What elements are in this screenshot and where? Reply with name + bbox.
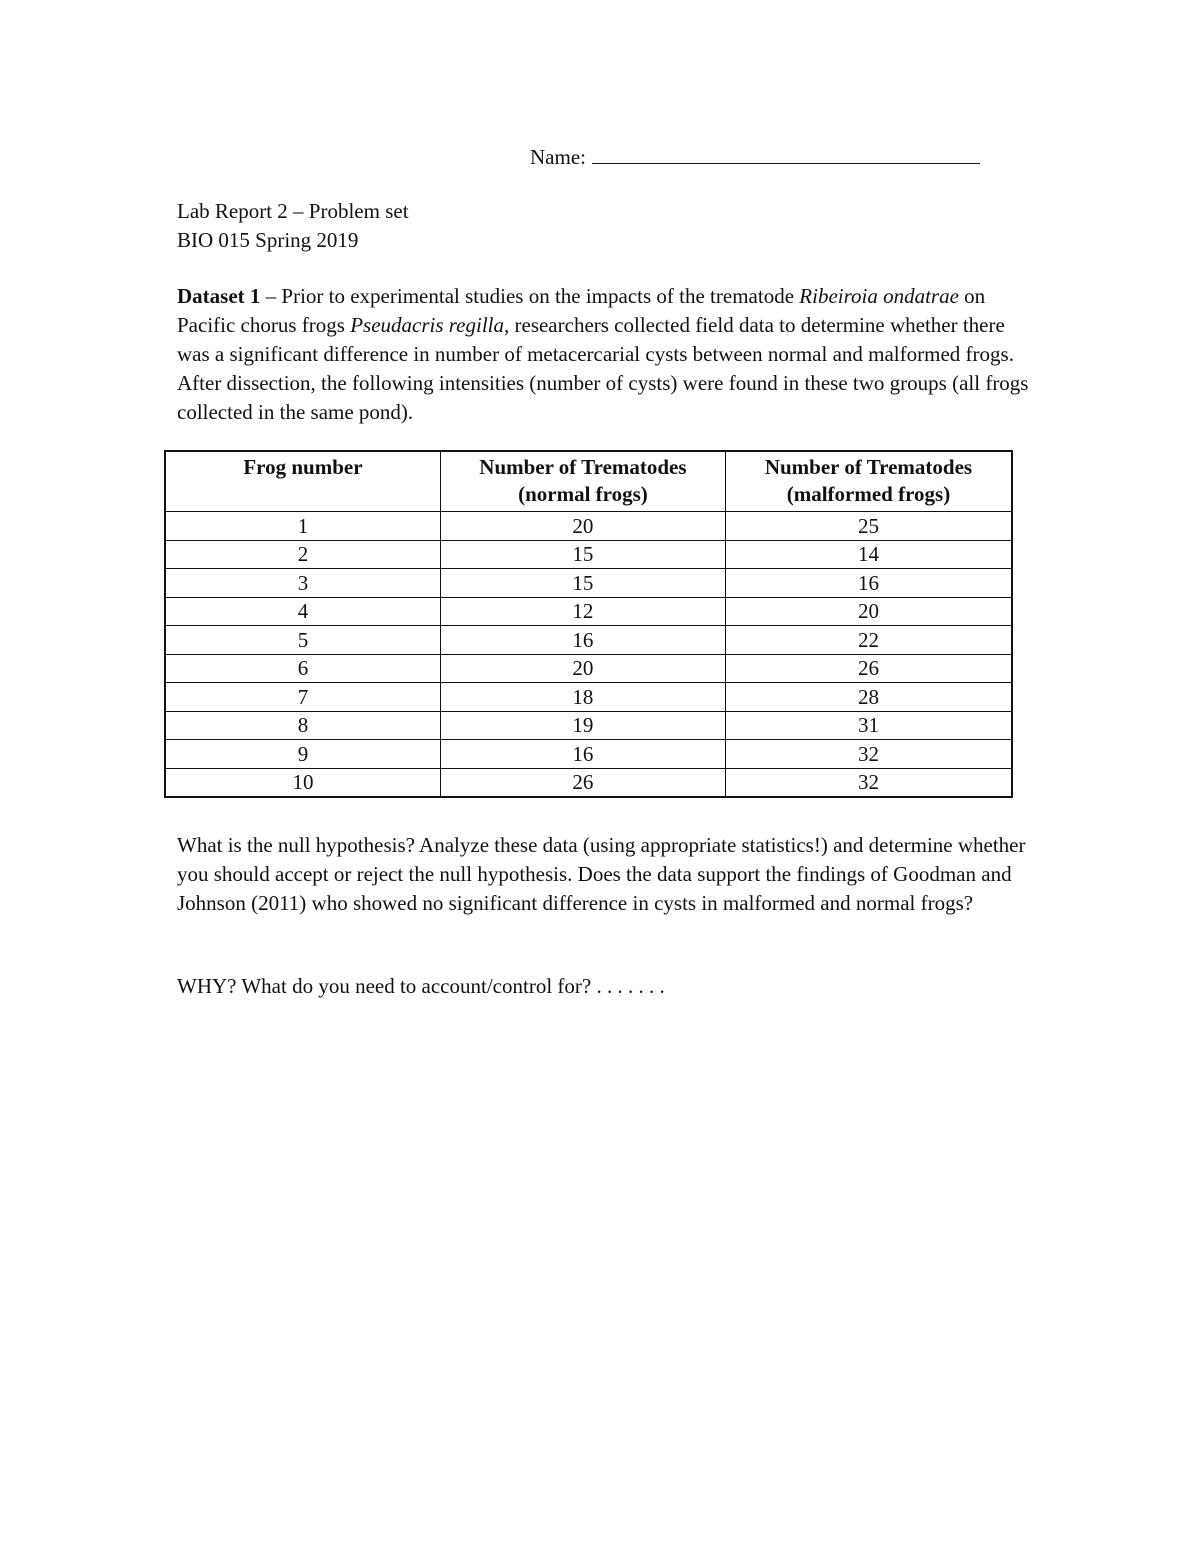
cell-normal: 15 bbox=[440, 540, 725, 569]
name-blank-underline bbox=[592, 143, 980, 164]
cell-normal: 16 bbox=[440, 626, 725, 655]
course-term: BIO 015 Spring 2019 bbox=[177, 228, 359, 252]
document-header bbox=[177, 197, 409, 255]
cell-frog-number: 8 bbox=[165, 711, 440, 740]
cell-malformed: 28 bbox=[725, 683, 1012, 712]
why-question: WHY? What do you need to account/control for? . . . . . . . bbox=[177, 974, 665, 998]
cell-normal: 19 bbox=[440, 711, 725, 740]
table-row bbox=[165, 683, 1012, 712]
intro-text-2: on Pacific chorus frogs bbox=[177, 284, 986, 337]
cell-normal: 12 bbox=[440, 597, 725, 626]
cell-malformed: 31 bbox=[725, 711, 1012, 740]
analysis-question: What is the null hypothesis? Analyze these data (using appropriate statistics!) and determine whether you should accept or reject the null hypothesis. Does the data support the findings of Goodman and Johnson (2011) who showed no significant difference in cysts in malformed and normal frogs? bbox=[177, 833, 1026, 915]
cell-malformed: 26 bbox=[725, 654, 1012, 683]
cell-normal: 20 bbox=[440, 512, 725, 541]
cell-frog-number: 2 bbox=[165, 540, 440, 569]
cell-malformed: 32 bbox=[725, 768, 1012, 797]
table-row bbox=[165, 512, 1012, 541]
intro-text-3: , researchers collected field data to determine whether there was a significant difference in number of metacercarial cysts between normal and malformed frogs. After dissection, the following intensities (number of cysts) were found in these two groups (all frogs collected in the same pond). bbox=[177, 313, 1029, 424]
cell-malformed: 16 bbox=[725, 569, 1012, 598]
table-row bbox=[165, 540, 1012, 569]
table-row bbox=[165, 711, 1012, 740]
name-field-line bbox=[530, 143, 980, 170]
lab-report-title: Lab Report 2 – Problem set bbox=[177, 199, 409, 223]
cell-malformed: 25 bbox=[725, 512, 1012, 541]
cell-frog-number: 6 bbox=[165, 654, 440, 683]
cell-normal: 18 bbox=[440, 683, 725, 712]
table-row bbox=[165, 626, 1012, 655]
name-label: Name: bbox=[530, 145, 586, 169]
table-row bbox=[165, 597, 1012, 626]
table-row bbox=[165, 768, 1012, 797]
cell-normal: 20 bbox=[440, 654, 725, 683]
trematode-data-table bbox=[164, 450, 1013, 798]
header-normal-frogs: Number of Trematodes (normal frogs) bbox=[440, 451, 725, 512]
intro-text-1: – Prior to experimental studies on the impacts of the trematode bbox=[260, 284, 800, 308]
cell-frog-number: 3 bbox=[165, 569, 440, 598]
cell-frog-number: 7 bbox=[165, 683, 440, 712]
cell-frog-number: 5 bbox=[165, 626, 440, 655]
table-header-row bbox=[165, 451, 1012, 512]
dataset-intro-paragraph bbox=[177, 282, 1037, 427]
cell-malformed: 22 bbox=[725, 626, 1012, 655]
cell-frog-number: 4 bbox=[165, 597, 440, 626]
header-frog-number: Frog number bbox=[165, 451, 440, 512]
cell-normal: 26 bbox=[440, 768, 725, 797]
cell-malformed: 20 bbox=[725, 597, 1012, 626]
species-pseudacris: Pseudacris regilla bbox=[350, 313, 504, 337]
cell-normal: 16 bbox=[440, 740, 725, 769]
cell-frog-number: 1 bbox=[165, 512, 440, 541]
table-row bbox=[165, 569, 1012, 598]
species-ribeiroia: Ribeiroia ondatrae bbox=[799, 284, 959, 308]
table-row bbox=[165, 654, 1012, 683]
header-malformed-frogs: Number of Trematodes (malformed frogs) bbox=[725, 451, 1012, 512]
cell-frog-number: 9 bbox=[165, 740, 440, 769]
table-row bbox=[165, 740, 1012, 769]
cell-malformed: 32 bbox=[725, 740, 1012, 769]
cell-frog-number: 10 bbox=[165, 768, 440, 797]
cell-malformed: 14 bbox=[725, 540, 1012, 569]
dataset-label: Dataset 1 bbox=[177, 284, 261, 308]
cell-normal: 15 bbox=[440, 569, 725, 598]
